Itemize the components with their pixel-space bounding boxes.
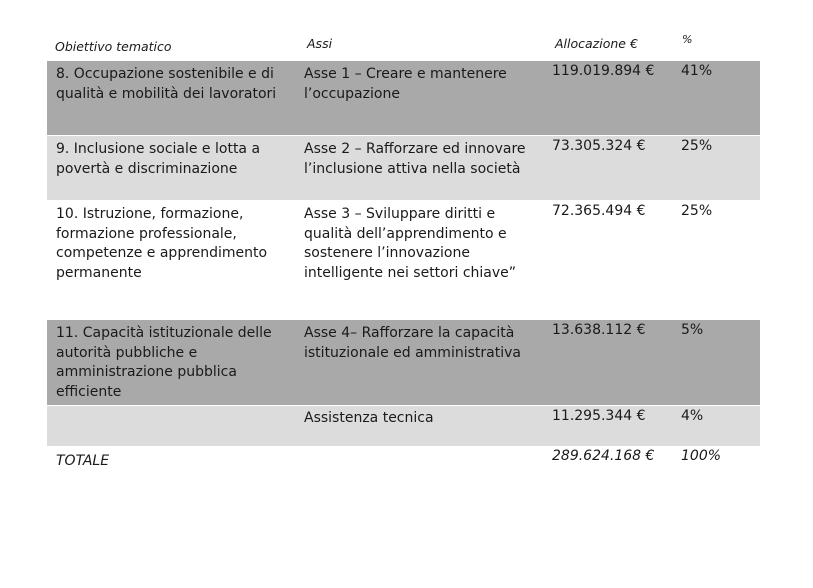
- table-row: [47, 320, 760, 405]
- total-percent: 100%: [681, 448, 722, 464]
- header-allocation: Allocazione €: [555, 36, 638, 51]
- objective-cell: 9. Inclusione sociale e lotta a povertà e discriminazione: [56, 141, 261, 177]
- objective-cell: 8. Occupazione sostenibile e di qualità e mobilità dei lavoratori: [56, 66, 277, 102]
- objective-cell: 10. Istruzione, formazione, formazione professionale, competenze e apprendimento permanente: [56, 206, 268, 281]
- total-label: TOTALE: [56, 453, 110, 469]
- percent-cell: 4%: [681, 408, 704, 424]
- header-axes: Assi: [307, 36, 333, 51]
- axis-cell: Asse 2 – Rafforzare ed innovare l’inclusione attiva nella società: [304, 141, 526, 177]
- percent-cell: 25%: [681, 138, 713, 154]
- table-row: [47, 201, 760, 319]
- axis-cell: Asse 3 – Sviluppare diritti e qualità dell’apprendimento e sostenere l’innovazione intelligente nei settori chiave”: [304, 206, 517, 281]
- allocation-cell: 119.019.894 €: [552, 63, 655, 79]
- percent-cell: 25%: [681, 203, 713, 219]
- allocation-cell: 72.365.494 €: [552, 203, 646, 219]
- objective-cell: 11. Capacità istituzionale delle autorità pubbliche e amministrazione pubblica efficiente: [56, 325, 272, 400]
- percent-cell: 5%: [681, 322, 704, 338]
- header-objective: Obiettivo tematico: [55, 39, 172, 54]
- axis-cell: Asse 4– Rafforzare la capacità istituzionale ed amministrativa: [304, 325, 521, 361]
- table-row: [47, 406, 760, 446]
- table-row: [47, 136, 760, 200]
- allocation-cell: 11.295.344 €: [552, 408, 646, 424]
- axis-cell: Assistenza tecnica: [304, 410, 434, 426]
- allocation-cell: 73.305.324 €: [552, 138, 646, 154]
- allocation-cell: 13.638.112 €: [552, 322, 646, 338]
- percent-cell: 41%: [681, 63, 713, 79]
- axis-cell: Asse 1 – Creare e mantenere l’occupazione: [304, 66, 507, 102]
- total-row: [47, 447, 760, 477]
- table-row: [47, 61, 760, 135]
- header-percent: %: [682, 33, 693, 46]
- total-allocation: 289.624.168 €: [552, 448, 655, 464]
